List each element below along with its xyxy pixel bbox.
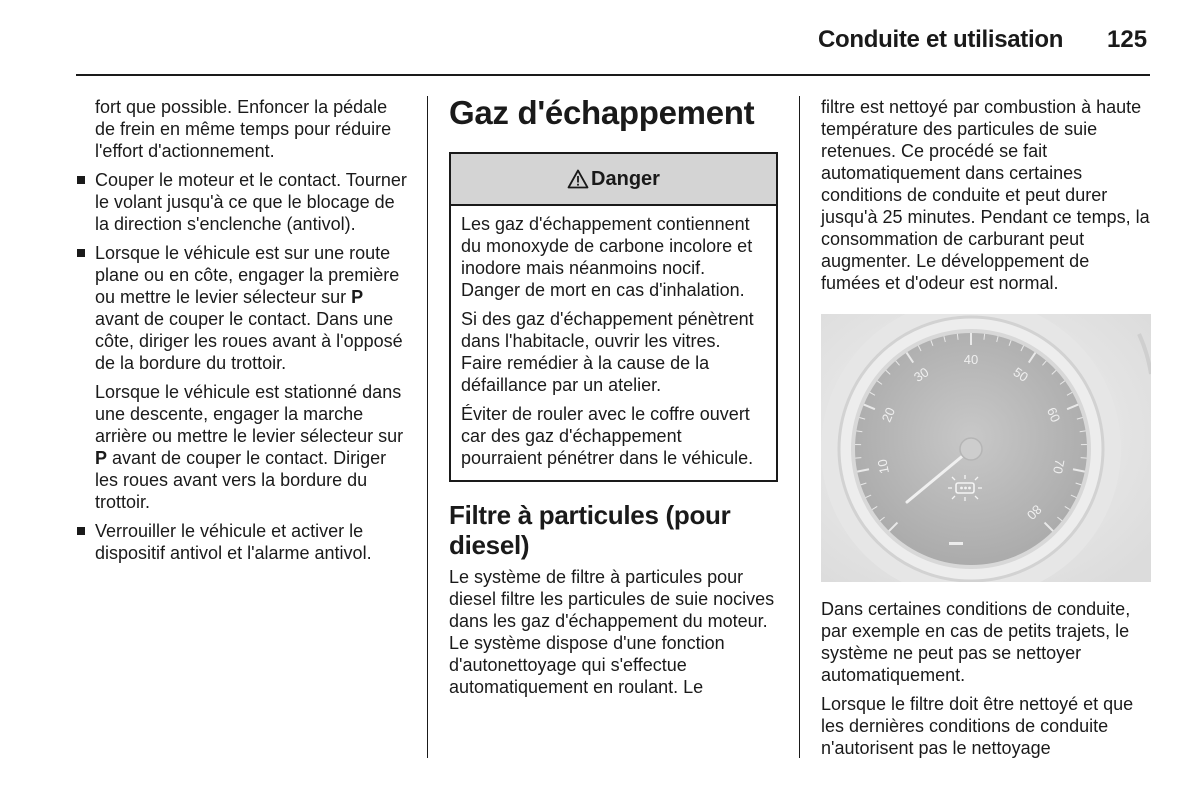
column-divider bbox=[427, 96, 428, 758]
bullet-text: Verrouiller le véhicule et activer le dispositif antivol et l'alarme antivol. bbox=[95, 521, 372, 563]
speedometer-figure bbox=[821, 314, 1151, 582]
paragraph-text: Lorsque le véhicule est stationné dans une descente, engager la marche arrière ou mettre le levier sélecteur sur bbox=[95, 382, 404, 446]
bullet-item bbox=[76, 242, 408, 374]
danger-body bbox=[451, 206, 776, 480]
danger-paragraph: Si des gaz d'échappement pénètrent dans l'habitacle, ouvrir les vitres. Faire remédier à la cause de la défaillance par un atelier. bbox=[461, 309, 754, 395]
paragraph: Dans certaines conditions de conduite, par exemple en cas de petits trajets, le système ne peut pas se nettoyer automatiquement. bbox=[821, 599, 1131, 685]
speedometer-gauge-illustration bbox=[821, 314, 1151, 582]
column-middle bbox=[449, 94, 778, 705]
gauge-hub bbox=[960, 438, 982, 460]
gauge-label: 50 bbox=[1010, 364, 1031, 385]
subsection-heading: Filtre à particules (pour diesel) bbox=[449, 500, 731, 560]
bullet-text: Lorsque le véhicule est sur une route plane ou en côte, engager la première ou mettre le levier sélecteur sur bbox=[95, 243, 400, 307]
danger-title: Danger bbox=[591, 168, 660, 190]
gear-position-p: P bbox=[95, 448, 108, 468]
section-heading: Gaz d'échappement bbox=[449, 94, 755, 131]
danger-paragraph: Éviter de rouler avec le coffre ouvert car des gaz d'échappement pourraient pénétrer dans le véhicule. bbox=[461, 404, 754, 468]
column-right bbox=[821, 96, 1151, 766]
paragraph: Lorsque le filtre doit être nettoyé et que les dernières conditions de conduite n'autorisent pas le nettoyage bbox=[821, 694, 1134, 758]
paragraph: Le système de filtre à particules pour diesel filtre les particules de suie nocives dans les gaz d'échappement du moteur. Le système dispose d'une fonction d'autonettoyage qui s'effectue automatiquement en roulant. Le bbox=[449, 567, 775, 697]
bullet-square-icon bbox=[77, 527, 85, 535]
paragraph: fort que possible. Enfoncer la pédale de frein en même temps pour réduire l'effort d'actionnement. bbox=[95, 97, 392, 161]
bullet-text: Couper le moteur et le contact. Tourner le volant jusqu'à ce que le blocage de la direction s'enclenche (antivol). bbox=[95, 170, 407, 234]
gauge-minor-tick bbox=[957, 334, 958, 340]
warning-triangle-icon bbox=[567, 169, 589, 189]
gauge-label: 60 bbox=[1043, 405, 1064, 425]
column-left bbox=[76, 96, 408, 571]
header-rule bbox=[76, 74, 1150, 76]
bullet-item bbox=[76, 169, 408, 235]
bullet-item bbox=[76, 520, 408, 564]
column-divider bbox=[799, 96, 800, 758]
danger-box bbox=[449, 152, 778, 482]
gauge-label: 20 bbox=[878, 405, 899, 425]
gauge-label: 70 bbox=[1050, 457, 1068, 476]
page-number: 125 bbox=[1107, 26, 1148, 53]
danger-header bbox=[451, 154, 776, 206]
gauge-label: 10 bbox=[874, 457, 892, 476]
paragraph-text: avant de couper le contact. Diriger les roues avant vers la bordure du trottoir. bbox=[95, 448, 387, 512]
page-header-title: Conduite et utilisation bbox=[818, 26, 1064, 53]
bullet-text: avant de couper le contact. Dans une côte, diriger les roues avant à l'opposé de la bordure du trottoir. bbox=[95, 309, 403, 373]
bullet-square-icon bbox=[77, 176, 85, 184]
gear-position-p: P bbox=[351, 287, 364, 307]
danger-paragraph: Les gaz d'échappement contiennent du monoxyde de carbone incolore et inodore mais néanmoins nocif. Danger de mort en cas d'inhalation. bbox=[461, 214, 753, 300]
paragraph bbox=[76, 381, 408, 513]
bullet-square-icon bbox=[77, 249, 85, 257]
paragraph: filtre est nettoyé par combustion à haute température des particules de suie retenues. Ce procédé se fait automatiquement dans certaines conditions de conduite et peut durer jusqu'à 25 minutes. Pendant ce temps, la consommation de carburant peut augmenter. Le développement de fumées et d'odeur est normal. bbox=[821, 97, 1150, 293]
gauge-label: 80 bbox=[1023, 501, 1045, 523]
gauge-label: 40 bbox=[963, 352, 979, 367]
gauge-minor-tick bbox=[984, 334, 985, 340]
gauge-label: 30 bbox=[911, 364, 932, 385]
